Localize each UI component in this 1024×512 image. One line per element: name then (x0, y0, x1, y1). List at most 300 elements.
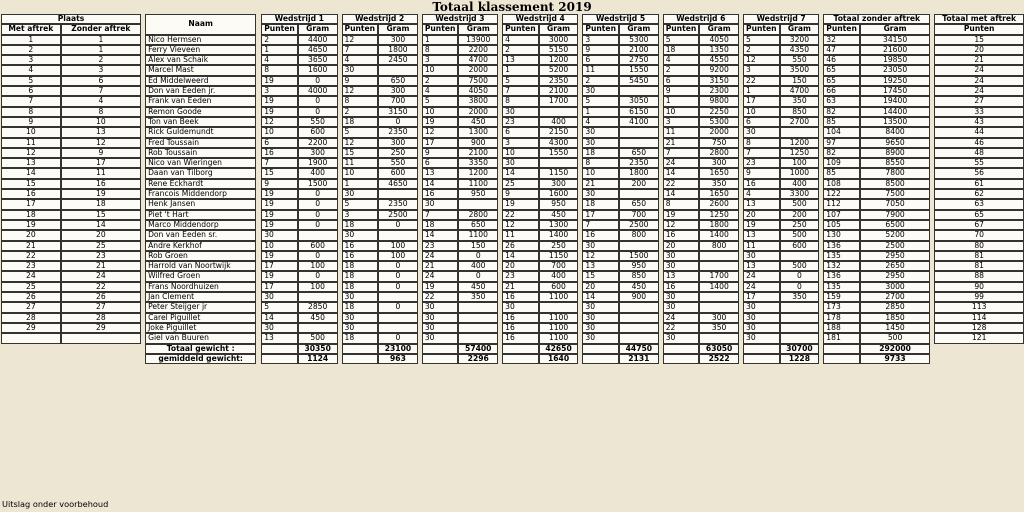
wedstrijd-5-gram: 200 (619, 179, 659, 189)
wedstrijd-6-gram: 1400 (699, 230, 739, 240)
wedstrijd-6-gram: 300 (699, 158, 739, 168)
participant-name: Marcel Mast (145, 65, 256, 75)
wedstrijd-6-punten: 4 (663, 55, 700, 65)
wedstrijd-4-gram: 600 (539, 282, 579, 292)
wedstrijd-6-gram: 750 (699, 138, 739, 148)
wedstrijd-7-gram: 500 (780, 230, 820, 240)
wedstrijd-3-gram: 0 (458, 251, 498, 261)
wedstrijd-6-gram: 1800 (699, 220, 739, 230)
wedstrijd-2-punten: 18 (342, 333, 379, 343)
wedstrijd-6-gram: 1400 (699, 282, 739, 292)
wedstrijd-6-punten: 30 (663, 302, 700, 312)
wedstrijd-2-punten: 18 (342, 282, 379, 292)
gemiddeld-gewicht-spacer (582, 354, 619, 364)
plaats-zonder-aftrek: 14 (61, 220, 141, 230)
participant-name: Don van Eeden sr. (145, 230, 256, 240)
participant-name: Piet 't Hart (145, 210, 256, 220)
wedstrijd-1-punten: 19 (261, 210, 298, 220)
wedstrijd-4-punten: 14 (502, 251, 539, 261)
header-gram: Gram (780, 24, 820, 34)
wedstrijd-3-punten: 13 (422, 168, 459, 178)
wedstrijd-3-gram: 950 (458, 189, 498, 199)
header-wedstrijd-1: Wedstrijd 1 (261, 14, 337, 24)
wedstrijd-5-punten: 13 (582, 261, 619, 271)
wedstrijd-3-punten: 30 (422, 323, 459, 333)
wedstrijd-6-gram: 2600 (699, 199, 739, 209)
totaal-gram: 7500 (860, 189, 930, 199)
totaal-punten: 47 (823, 45, 860, 55)
wedstrijd-6-punten: 30 (663, 251, 700, 261)
totaal-gewicht-value: 292000 (860, 344, 930, 354)
participant-name: Rob Groen (145, 251, 256, 261)
wedstrijd-3-punten: 5 (422, 96, 459, 106)
column-gap (61, 354, 141, 364)
wedstrijd-3-punten: 23 (422, 241, 459, 251)
participant-name: Remon Goode (145, 107, 256, 117)
wedstrijd-1-punten: 19 (261, 189, 298, 199)
totaal-punten: 109 (823, 158, 860, 168)
wedstrijd-3-punten: 10 (422, 65, 459, 75)
table-row (1, 241, 1024, 251)
wedstrijd-7-gram: 0 (780, 271, 820, 281)
wedstrijd-2-gram: 600 (378, 168, 418, 178)
wedstrijd-1-gram: 2200 (298, 138, 338, 148)
wedstrijd-7-punten: 30 (743, 127, 780, 137)
wedstrijd-1-punten: 19 (261, 199, 298, 209)
wedstrijd-2-punten: 12 (342, 35, 379, 45)
wedstrijd-2-gram (378, 230, 418, 240)
table-row (1, 261, 1024, 271)
wedstrijd-7-punten: 30 (743, 251, 780, 261)
participant-name: Fred Toussain (145, 138, 256, 148)
wedstrijd-3-punten: 7 (422, 210, 459, 220)
wedstrijd-2-gram: 250 (378, 148, 418, 158)
plaats-zonder-aftrek: 7 (61, 86, 141, 96)
wedstrijd-6-punten: 30 (663, 333, 700, 343)
table-row (1, 230, 1024, 240)
wedstrijd-6-punten: 24 (663, 313, 700, 323)
wedstrijd-3-gram: 4050 (458, 86, 498, 96)
wedstrijd-6-punten: 7 (663, 148, 700, 158)
wedstrijd-1-gram: 450 (298, 313, 338, 323)
wedstrijd-4-gram: 400 (539, 271, 579, 281)
column-gap (141, 24, 145, 34)
wedstrijd-2-gram (378, 323, 418, 333)
wedstrijd-5-gram (619, 333, 659, 343)
gemiddeld-gewicht-value: 1228 (780, 354, 820, 364)
table-row (1, 271, 1024, 281)
wedstrijd-2-punten: 5 (342, 199, 379, 209)
wedstrijd-2-punten: 12 (342, 86, 379, 96)
header-wedstrijd-6: Wedstrijd 6 (663, 14, 739, 24)
gemiddeld-gewicht-spacer (342, 354, 379, 364)
wedstrijd-2-gram: 550 (378, 158, 418, 168)
wedstrijd-7-punten: 24 (743, 282, 780, 292)
totaal-gram: 19400 (860, 96, 930, 106)
wedstrijd-2-gram: 0 (378, 282, 418, 292)
wedstrijd-1-punten: 3 (261, 86, 298, 96)
wedstrijd-7-gram (780, 127, 820, 137)
wedstrijd-1-punten: 8 (261, 65, 298, 75)
wedstrijd-6-punten: 2 (663, 65, 700, 75)
totaal-gram: 21600 (860, 45, 930, 55)
wedstrijd-4-gram: 2350 (539, 76, 579, 86)
totaal-punten: 112 (823, 199, 860, 209)
wedstrijd-6-punten: 18 (663, 45, 700, 55)
totaal-gram: 2700 (860, 292, 930, 302)
plaats-zonder-aftrek: 11 (61, 168, 141, 178)
wedstrijd-6-punten: 22 (663, 179, 700, 189)
wedstrijd-2-gram: 2350 (378, 199, 418, 209)
table-row (1, 313, 1024, 323)
wedstrijd-3-punten: 24 (422, 251, 459, 261)
totaal-met-aftrek-punten: 43 (934, 117, 1024, 127)
header-gram: Gram (458, 24, 498, 34)
wedstrijd-4-punten: 20 (502, 261, 539, 271)
wedstrijd-4-punten: 4 (502, 35, 539, 45)
participant-name: Rene Eckhardt (145, 179, 256, 189)
wedstrijd-5-gram: 3050 (619, 96, 659, 106)
wedstrijd-6-punten: 30 (663, 261, 700, 271)
wedstrijd-4-punten: 10 (502, 148, 539, 158)
wedstrijd-6-gram (699, 261, 739, 271)
wedstrijd-3-gram: 13900 (458, 35, 498, 45)
table-row (1, 189, 1024, 199)
wedstrijd-7-punten: 4 (743, 189, 780, 199)
column-gap (930, 354, 934, 364)
wedstrijd-1-punten: 19 (261, 251, 298, 261)
wedstrijd-6-punten: 6 (663, 76, 700, 86)
totaal-gram: 7900 (860, 210, 930, 220)
wedstrijd-7-gram: 500 (780, 199, 820, 209)
participant-name: Marco Middendorp (145, 220, 256, 230)
wedstrijd-7-gram: 0 (780, 282, 820, 292)
wedstrijd-5-gram: 900 (619, 292, 659, 302)
wedstrijd-4-punten: 5 (502, 76, 539, 86)
standings-table (1, 14, 1024, 364)
wedstrijd-7-punten: 16 (743, 179, 780, 189)
plaats-met-aftrek: 23 (1, 261, 61, 271)
wedstrijd-5-gram: 1800 (619, 168, 659, 178)
totaal-met-aftrek-punten: 24 (934, 76, 1024, 86)
plaats-met-aftrek: 7 (1, 96, 61, 106)
wedstrijd-6-gram: 4050 (699, 35, 739, 45)
wedstrijd-4-punten: 2 (502, 45, 539, 55)
wedstrijd-7-gram: 400 (780, 179, 820, 189)
wedstrijd-1-punten: 19 (261, 76, 298, 86)
wedstrijd-5-gram: 650 (619, 199, 659, 209)
wedstrijd-4-punten: 13 (502, 55, 539, 65)
plaats-met-aftrek: 21 (1, 241, 61, 251)
plaats-zonder-aftrek: 13 (61, 127, 141, 137)
header-punten: Punten (422, 24, 459, 34)
wedstrijd-1-punten: 19 (261, 271, 298, 281)
wedstrijd-5-gram (619, 127, 659, 137)
wedstrijd-3-gram: 1300 (458, 127, 498, 137)
plaats-met-aftrek: 6 (1, 86, 61, 96)
wedstrijd-2-gram: 2450 (378, 55, 418, 65)
totaal-punten: 159 (823, 292, 860, 302)
wedstrijd-2-gram: 0 (378, 261, 418, 271)
totaal-gewicht-spacer (422, 344, 459, 354)
wedstrijd-7-gram: 3500 (780, 65, 820, 75)
wedstrijd-1-gram: 0 (298, 251, 338, 261)
wedstrijd-1-gram: 0 (298, 96, 338, 106)
totaal-met-aftrek-punten: 90 (934, 282, 1024, 292)
wedstrijd-3-gram: 1200 (458, 168, 498, 178)
wedstrijd-4-gram: 3000 (539, 35, 579, 45)
totaal-punten: 178 (823, 313, 860, 323)
wedstrijd-7-gram: 100 (780, 158, 820, 168)
plaats-met-aftrek: 3 (1, 55, 61, 65)
wedstrijd-2-gram (378, 65, 418, 75)
wedstrijd-5-punten: 21 (582, 179, 619, 189)
plaats-zonder-aftrek: 25 (61, 241, 141, 251)
wedstrijd-4-gram: 1600 (539, 189, 579, 199)
totaal-met-aftrek-punten: 114 (934, 313, 1024, 323)
wedstrijd-7-gram (780, 333, 820, 343)
wedstrijd-3-punten: 22 (422, 292, 459, 302)
table-row (1, 45, 1024, 55)
wedstrijd-1-punten: 9 (261, 179, 298, 189)
gemiddeld-gewicht-spacer (422, 354, 459, 364)
wedstrijd-1-gram: 3650 (298, 55, 338, 65)
header-wedstrijd-7: Wedstrijd 7 (743, 14, 819, 24)
totaal-gram: 19250 (860, 76, 930, 86)
wedstrijd-4-punten: 6 (502, 127, 539, 137)
wedstrijd-1-gram: 0 (298, 271, 338, 281)
wedstrijd-5-gram: 5300 (619, 35, 659, 45)
wedstrijd-7-punten: 19 (743, 220, 780, 230)
wedstrijd-7-punten: 17 (743, 96, 780, 106)
totaal-met-aftrek-punten: 88 (934, 271, 1024, 281)
wedstrijd-3-gram: 450 (458, 282, 498, 292)
column-gap (1, 344, 61, 354)
wedstrijd-1-punten: 19 (261, 96, 298, 106)
wedstrijd-6-punten: 5 (663, 35, 700, 45)
wedstrijd-3-gram: 900 (458, 138, 498, 148)
wedstrijd-7-punten: 17 (743, 292, 780, 302)
wedstrijd-7-punten: 24 (743, 271, 780, 281)
wedstrijd-7-gram: 3300 (780, 189, 820, 199)
table-row (1, 65, 1024, 75)
totaal-gewicht-value: 23100 (378, 344, 418, 354)
wedstrijd-1-gram: 1500 (298, 179, 338, 189)
wedstrijd-3-gram: 3800 (458, 96, 498, 106)
totaal-punten: 135 (823, 251, 860, 261)
header-punten: Punten (934, 24, 1024, 34)
plaats-zonder-aftrek (61, 333, 141, 343)
participant-name: Peter Steijger jr (145, 302, 256, 312)
wedstrijd-6-punten: 22 (663, 323, 700, 333)
wedstrijd-3-punten: 30 (422, 302, 459, 312)
totaal-punten: 105 (823, 220, 860, 230)
wedstrijd-2-punten: 18 (342, 271, 379, 281)
wedstrijd-7-gram: 550 (780, 55, 820, 65)
wedstrijd-3-gram: 350 (458, 292, 498, 302)
wedstrijd-3-gram: 2000 (458, 107, 498, 117)
header-totaal-zonder-aftrek: Totaal zonder aftrek (823, 14, 930, 24)
table-row (1, 210, 1024, 220)
gemiddeld-gewicht-spacer (743, 354, 780, 364)
wedstrijd-7-gram: 350 (780, 292, 820, 302)
participant-name: Frans Noordhuizen (145, 282, 256, 292)
wedstrijd-6-gram (699, 292, 739, 302)
plaats-met-aftrek: 13 (1, 158, 61, 168)
totaal-gram: 14400 (860, 107, 930, 117)
wedstrijd-1-gram: 100 (298, 282, 338, 292)
wedstrijd-4-gram: 2100 (539, 86, 579, 96)
wedstrijd-5-gram: 850 (619, 271, 659, 281)
wedstrijd-4-punten: 16 (502, 333, 539, 343)
wedstrijd-5-gram: 2750 (619, 55, 659, 65)
gemiddeld-gewicht-spacer (502, 354, 539, 364)
wedstrijd-7-punten: 30 (743, 313, 780, 323)
totaal-gewicht-spacer (582, 344, 619, 354)
header-punten: Punten (743, 24, 780, 34)
totaal-met-aftrek-punten: 113 (934, 302, 1024, 312)
wedstrijd-5-gram: 1500 (619, 251, 659, 261)
wedstrijd-7-gram: 4700 (780, 86, 820, 96)
wedstrijd-7-gram (780, 313, 820, 323)
totaal-punten: 108 (823, 179, 860, 189)
wedstrijd-5-punten: 30 (582, 138, 619, 148)
plaats-zonder-aftrek: 12 (61, 138, 141, 148)
wedstrijd-7-gram: 250 (780, 220, 820, 230)
gemiddeld-gewicht-label: gemiddeld gewicht: (145, 354, 256, 364)
wedstrijd-6-punten: 3 (663, 117, 700, 127)
totaal-punten: 136 (823, 241, 860, 251)
wedstrijd-7-gram (780, 323, 820, 333)
plaats-met-aftrek: 8 (1, 107, 61, 117)
wedstrijd-1-punten: 6 (261, 138, 298, 148)
participant-name: Carel Piguillet (145, 313, 256, 323)
wedstrijd-2-punten: 5 (342, 127, 379, 137)
wedstrijd-4-gram (539, 107, 579, 117)
wedstrijd-1-gram: 0 (298, 210, 338, 220)
header-naam: Naam (145, 14, 256, 35)
totaal-gram: 5200 (860, 230, 930, 240)
totaal-gram: 19850 (860, 55, 930, 65)
totaal-punten: 63 (823, 96, 860, 106)
wedstrijd-2-gram (378, 292, 418, 302)
header-totaal-met-aftrek: Totaal met aftrek (934, 14, 1024, 24)
wedstrijd-6-punten: 20 (663, 241, 700, 251)
totaal-gram: 8900 (860, 148, 930, 158)
wedstrijd-5-punten: 30 (582, 127, 619, 137)
column-gap (930, 344, 934, 354)
wedstrijd-3-gram: 650 (458, 220, 498, 230)
totaal-gewicht-row (1, 344, 1024, 354)
table-row (1, 158, 1024, 168)
plaats-zonder-aftrek: 2 (61, 55, 141, 65)
header-punten: Punten (261, 24, 298, 34)
totaal-gram: 17450 (860, 86, 930, 96)
totaal-gewicht-spacer (502, 344, 539, 354)
disclaimer-note: Uitslag onder voorbehoud (2, 499, 109, 509)
wedstrijd-4-punten: 22 (502, 210, 539, 220)
wedstrijd-4-gram: 450 (539, 210, 579, 220)
wedstrijd-5-punten: 16 (582, 230, 619, 240)
wedstrijd-5-punten: 9 (582, 45, 619, 55)
plaats-zonder-aftrek: 1 (61, 45, 141, 55)
totaal-met-aftrek-punten: 80 (934, 241, 1024, 251)
wedstrijd-5-punten: 3 (582, 35, 619, 45)
wedstrijd-4-punten: 30 (502, 302, 539, 312)
header-punten: Punten (502, 24, 539, 34)
gemiddeld-gewicht-row (1, 354, 1024, 364)
wedstrijd-5-gram: 450 (619, 282, 659, 292)
wedstrijd-3-gram: 2100 (458, 148, 498, 158)
plaats-zonder-aftrek: 20 (61, 230, 141, 240)
wedstrijd-5-gram: 700 (619, 210, 659, 220)
header-met-aftrek: Met aftrek (1, 24, 61, 34)
totaal-gram: 7800 (860, 168, 930, 178)
wedstrijd-5-punten: 8 (582, 158, 619, 168)
wedstrijd-2-punten: 11 (342, 158, 379, 168)
wedstrijd-1-punten: 2 (261, 35, 298, 45)
plaats-zonder-aftrek: 18 (61, 199, 141, 209)
wedstrijd-1-gram: 0 (298, 107, 338, 117)
totaal-met-aftrek-punten: 20 (934, 45, 1024, 55)
wedstrijd-3-gram: 150 (458, 241, 498, 251)
wedstrijd-6-punten: 16 (663, 282, 700, 292)
wedstrijd-2-punten: 7 (342, 45, 379, 55)
totaal-gram: 13500 (860, 117, 930, 127)
wedstrijd-2-gram (378, 313, 418, 323)
participant-name: Joke Piguillet (145, 323, 256, 333)
wedstrijd-6-gram: 350 (699, 179, 739, 189)
participant-name: Alex van Schaik (145, 55, 256, 65)
wedstrijd-5-gram: 1550 (619, 65, 659, 75)
wedstrijd-3-gram: 2200 (458, 45, 498, 55)
header-gram: Gram (539, 24, 579, 34)
wedstrijd-2-gram: 100 (378, 251, 418, 261)
participant-name: Rob Toussain (145, 148, 256, 158)
wedstrijd-1-gram: 4400 (298, 35, 338, 45)
wedstrijd-7-punten: 1 (743, 86, 780, 96)
wedstrijd-6-punten: 30 (663, 292, 700, 302)
header-punten: Punten (823, 24, 860, 34)
totaal-gewicht-spacer (823, 344, 860, 354)
totaal-gewicht-value: 42650 (539, 344, 579, 354)
wedstrijd-3-gram: 7500 (458, 76, 498, 86)
plaats-met-aftrek: 10 (1, 127, 61, 137)
header-punten: Punten (582, 24, 619, 34)
wedstrijd-7-gram (780, 302, 820, 312)
wedstrijd-3-punten: 18 (422, 220, 459, 230)
wedstrijd-1-punten: 7 (261, 158, 298, 168)
wedstrijd-7-punten: 12 (743, 55, 780, 65)
wedstrijd-1-gram: 0 (298, 220, 338, 230)
wedstrijd-6-punten: 12 (663, 220, 700, 230)
wedstrijd-4-punten: 7 (502, 86, 539, 96)
table-row (1, 96, 1024, 106)
wedstrijd-3-punten: 30 (422, 199, 459, 209)
plaats-met-aftrek: 9 (1, 117, 61, 127)
wedstrijd-5-gram: 6150 (619, 107, 659, 117)
wedstrijd-6-gram: 2300 (699, 86, 739, 96)
wedstrijd-4-punten: 23 (502, 271, 539, 281)
column-gap (61, 344, 141, 354)
participant-name: Jan Clement (145, 292, 256, 302)
participant-name: Don van Eeden jr. (145, 86, 256, 96)
wedstrijd-5-gram: 2500 (619, 220, 659, 230)
wedstrijd-5-punten: 30 (582, 313, 619, 323)
wedstrijd-4-punten: 11 (502, 230, 539, 240)
wedstrijd-6-gram (699, 302, 739, 312)
totaal-met-aftrek-punten: 44 (934, 127, 1024, 137)
